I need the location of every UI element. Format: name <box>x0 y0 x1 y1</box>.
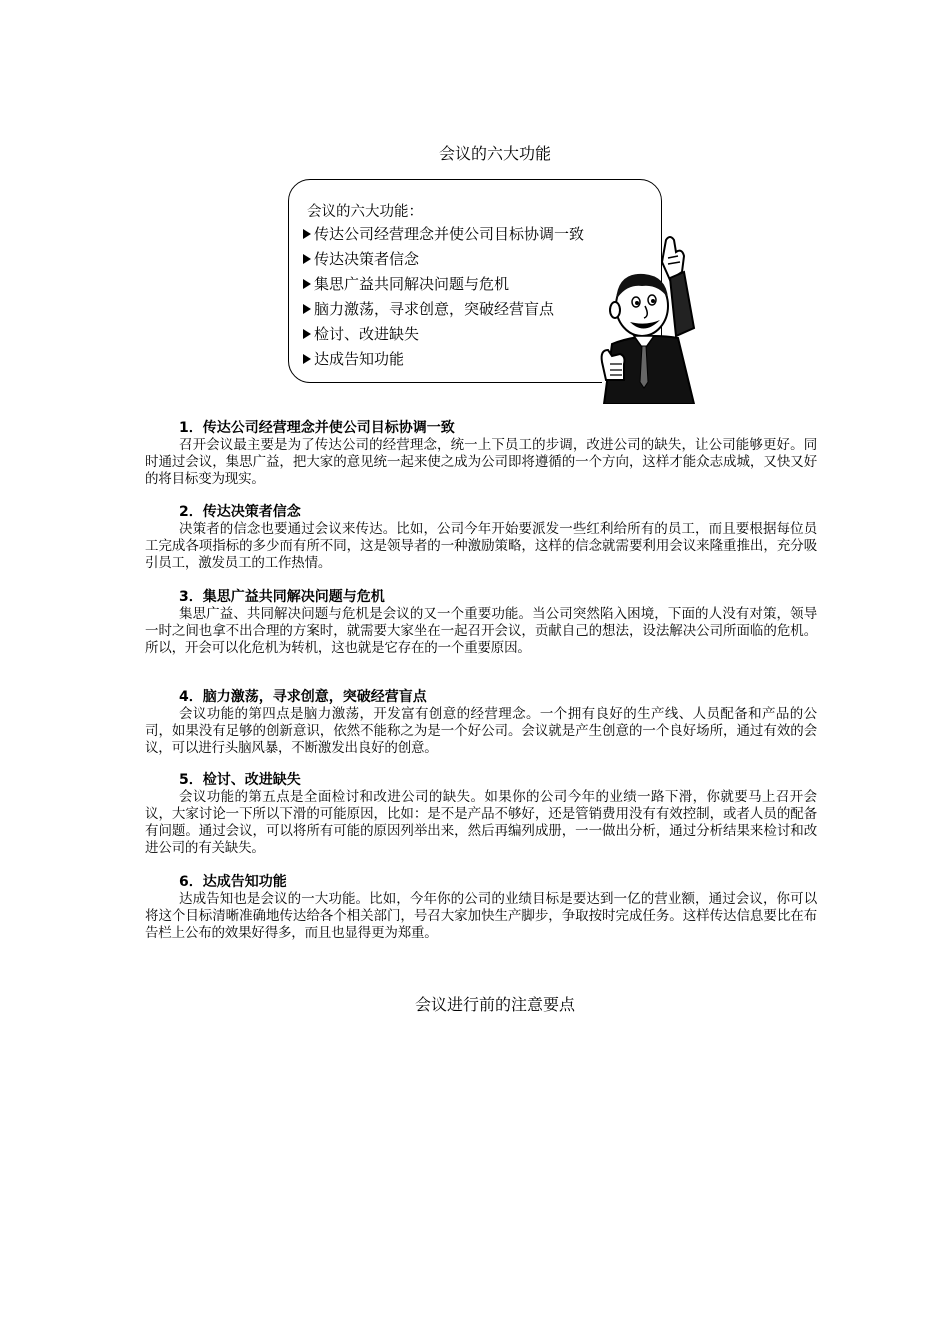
section-body: 会议功能的第四点是脑力激荡，开发富有创意的经营理念。一个拥有良好的生产线、人员配备和产品的公司，如果没有足够的创新意识，依然不能称之为是一个好公司。会议就是产生创意的一个良好场所，通过有效的会议，可以进行头脑风暴，不断激发出良好的创意。 <box>145 706 817 756</box>
section-heading: 1．传达公司经营理念并使公司目标协调一致 <box>179 420 455 436</box>
next-section-title: 会议进行前的注意要点 <box>414 995 575 1014</box>
section-heading: 6．达成告知功能 <box>179 874 287 890</box>
section-body: 决策者的信念也要通过会议来传达。比如，公司今年开始要派发一些红利给所有的员工，而且要根据每位员工完成各项指标的多少而有所不同，这是领导者的一种激励策略，这样的信念就需要利用会议来隆重推出，充分吸引员工，激发员工的工作热情。 <box>145 521 817 571</box>
section-heading: 4．脑力激荡，寻求创意，突破经营盲点 <box>179 689 427 705</box>
bubble-list-item: 传达公司经营理念并使公司目标协调一致 <box>303 222 584 247</box>
bubble-heading: 会议的六大功能： <box>307 204 423 220</box>
section-heading: 5．检讨、改进缺失 <box>179 772 301 788</box>
bubble-list-item: 达成告知功能 <box>303 347 584 372</box>
section-body: 召开会议最主要是为了传达公司的经营理念，统一上下员工的步调，改进公司的缺失，让公司能够更好。同时通过会议，集思广益，把大家的意见统一起来使之成为公司即将遵循的一个方向，这样才能众志成城，又快又好的将目标变为现实。 <box>145 437 817 487</box>
section-1 <box>145 420 817 488</box>
bubble-list <box>303 222 584 372</box>
arrow-bullet-icon <box>303 354 311 364</box>
section-body: 会议功能的第五点是全面检讨和改进公司的缺失。如果你的公司今年的业绩一路下滑，你就要马上召开会议，大家讨论一下所以下滑的可能原因，比如：是不是产品不够好，还是管销费用没有有效控制，或者人员的配备有问题。通过会议，可以将所有可能的原因列举出来，然后再编列成册，一一做出分析，通过分析结果来检讨和改进公司的有关缺失。 <box>145 789 817 856</box>
section-6 <box>145 874 817 942</box>
bubble-list-item: 检讨、改进缺失 <box>303 322 584 347</box>
section-heading: 3．集思广益共同解决问题与危机 <box>179 589 385 605</box>
section-5 <box>145 772 817 857</box>
section-2 <box>145 504 817 572</box>
section-body: 集思广益、共同解决问题与危机是会议的又一个重要功能。当公司突然陷入困境，下面的人没有对策，领导一时之间也拿不出合理的方案时，就需要大家坐在一起召开会议，贡献自己的想法，设法解决公司所面临的危机。所以，开会可以化危机为转机，这也就是它存在的一个重要原因。 <box>145 606 817 656</box>
cartoon-businessman-icon <box>598 232 704 404</box>
arrow-bullet-icon <box>303 329 311 339</box>
arrow-bullet-icon <box>303 229 311 239</box>
arrow-bullet-icon <box>303 254 311 264</box>
section-body: 达成告知也是会议的一大功能。比如，今年你的公司的业绩目标是要达到一亿的营业额，通过会议，你可以将这个目标清晰准确地传达给各个相关部门，号召大家加快生产脚步，争取按时完成任务。这样传达信息要比在布告栏上公布的效果好得多，而且也显得更为郑重。 <box>145 891 817 941</box>
section-heading: 2．传达决策者信念 <box>179 504 301 520</box>
bubble-list-item: 集思广益共同解决问题与危机 <box>303 272 584 297</box>
bubble-list-item: 传达决策者信念 <box>303 247 584 272</box>
bubble-list-item: 脑力激荡，寻求创意，突破经营盲点 <box>303 297 584 322</box>
section-4 <box>145 689 817 757</box>
arrow-bullet-icon <box>303 279 311 289</box>
page-title: 会议的六大功能 <box>438 144 551 163</box>
arrow-bullet-icon <box>303 304 311 314</box>
section-3 <box>145 589 817 657</box>
